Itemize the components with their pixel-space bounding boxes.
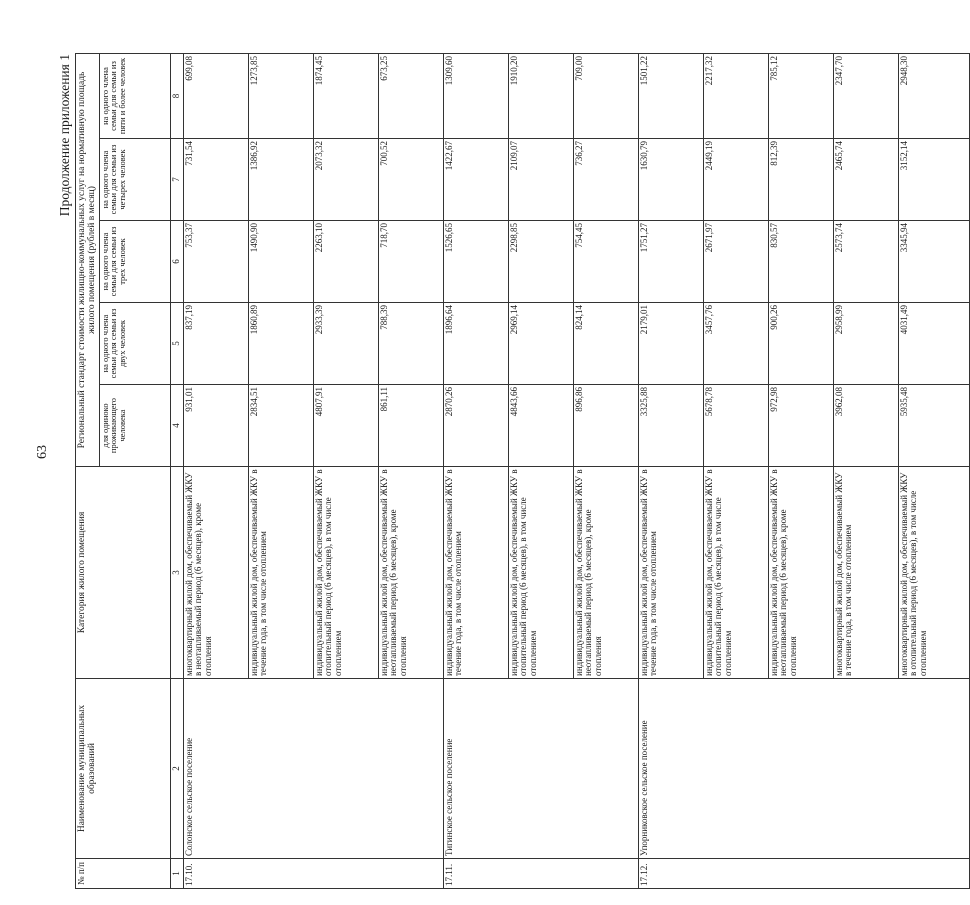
housing-category: индивидуальный жилой дом, обеспечиваемый ЖКУ в неотапливаемый период (6 месяцев), кроме отопления bbox=[378, 467, 443, 679]
value-family-5: 2347,70 bbox=[833, 53, 898, 138]
subheader-single: для одиноко проживающего человека bbox=[99, 385, 170, 467]
housing-category: индивидуальный жилой дом, обеспечиваемый ЖКУ в неотапливаемый период (6 месяцев), кроме отопления bbox=[573, 467, 638, 679]
housing-category: многоквартирный жилой дом, обеспечиваемый ЖКУ в неотапливаемый период (6 месяцев), кроме отопления bbox=[183, 467, 248, 679]
housing-category: индивидуальный жилой дом, обеспечиваемый ЖКУ в отопительный период (6 месяцев), в том числе отоплением bbox=[703, 467, 768, 679]
value-family-5: 1273,85 bbox=[248, 53, 313, 138]
value-family-2: 2933,39 bbox=[313, 303, 378, 385]
rotated-sheet bbox=[57, 54, 928, 889]
housing-category: индивидуальный жилой дом, обеспечиваемый ЖКУ в неотапливаемый период (6 месяцев), кроме отопления bbox=[768, 467, 833, 679]
subheader-family-5: на одного члена семьи для семьи из пяти и более человек bbox=[99, 53, 170, 138]
value-single: 896,86 bbox=[573, 385, 638, 467]
value-family-3: 1526,65 bbox=[443, 221, 508, 303]
value-single: 4807,91 bbox=[313, 385, 378, 467]
cost-standard-table bbox=[75, 53, 970, 889]
header-row bbox=[76, 53, 100, 888]
value-family-4: 736,27 bbox=[573, 139, 638, 221]
housing-category: индивидуальный жилой дом, обеспечиваемый ЖКУ в отопительный период (6 месяцев), в том числе отоплением bbox=[508, 467, 573, 679]
page-number: 63 bbox=[35, 445, 50, 459]
column-number-row bbox=[170, 53, 183, 888]
value-family-4: 1386,92 bbox=[248, 139, 313, 221]
housing-category: индивидуальный жилой дом, обеспечиваемый ЖКУ в течение года, в том числе отоплением bbox=[443, 467, 508, 679]
municipality-name: Тигинское сельское поселение bbox=[443, 679, 638, 859]
housing-category: многоквартирный жилой дом, обеспечиваемый ЖКУ в отопительный период (6 месяцев), в том числе отоплением bbox=[898, 467, 969, 679]
value-family-2: 3457,76 bbox=[703, 303, 768, 385]
value-single: 3962,08 bbox=[833, 385, 898, 467]
value-family-3: 753,37 bbox=[183, 221, 248, 303]
value-family-4: 3152,14 bbox=[898, 139, 969, 221]
value-family-3: 1490,90 bbox=[248, 221, 313, 303]
municipality-name: Упорниковское сельское поселение bbox=[638, 679, 969, 859]
value-family-5: 2948,30 bbox=[898, 53, 969, 138]
housing-category: индивидуальный жилой дом, обеспечиваемый ЖКУ в течение года, в том числе отоплением bbox=[638, 467, 703, 679]
value-single: 861,11 bbox=[378, 385, 443, 467]
column-number: 8 bbox=[170, 53, 183, 138]
row-number: 17.11. bbox=[443, 859, 638, 889]
value-family-2: 2969,14 bbox=[508, 303, 573, 385]
value-single: 3325,88 bbox=[638, 385, 703, 467]
value-family-5: 709,00 bbox=[573, 53, 638, 138]
value-family-2: 837,19 bbox=[183, 303, 248, 385]
value-family-3: 2263,10 bbox=[313, 221, 378, 303]
value-family-2: 2179,01 bbox=[638, 303, 703, 385]
value-family-4: 2465,74 bbox=[833, 139, 898, 221]
table-row bbox=[183, 53, 248, 888]
value-family-4: 2449,19 bbox=[703, 139, 768, 221]
value-family-5: 1309,60 bbox=[443, 53, 508, 138]
column-number: 5 bbox=[170, 303, 183, 385]
value-family-2: 2958,99 bbox=[833, 303, 898, 385]
value-family-4: 2109,07 bbox=[508, 139, 573, 221]
value-single: 4843,66 bbox=[508, 385, 573, 467]
value-single: 5678,78 bbox=[703, 385, 768, 467]
subheader-family-3: на одного члена семьи для семьи из трех человек bbox=[99, 221, 170, 303]
value-family-5: 785,12 bbox=[768, 53, 833, 138]
value-single: 5935,48 bbox=[898, 385, 969, 467]
appendix-caption: Продолжение приложения 1 bbox=[57, 54, 72, 217]
value-family-3: 1751,27 bbox=[638, 221, 703, 303]
value-single: 931,01 bbox=[183, 385, 248, 467]
column-number: 6 bbox=[170, 221, 183, 303]
value-single: 2870,26 bbox=[443, 385, 508, 467]
housing-category: индивидуальный жилой дом, обеспечиваемый ЖКУ в течение года, в том числе отоплением bbox=[248, 467, 313, 679]
header-municipality: Наименование муниципальных образований bbox=[76, 679, 171, 859]
table-row bbox=[443, 53, 508, 888]
value-family-5: 1874,45 bbox=[313, 53, 378, 138]
value-family-3: 2573,74 bbox=[833, 221, 898, 303]
header-regional-standard: Региональный стандарт стоимости жилищно-коммунальных услуг на нормативную площадь жилого помещения (рублей в месяц) bbox=[76, 53, 100, 466]
column-number: 2 bbox=[170, 679, 183, 859]
value-family-5: 673,25 bbox=[378, 53, 443, 138]
value-family-3: 2298,85 bbox=[508, 221, 573, 303]
value-family-3: 3345,94 bbox=[898, 221, 969, 303]
value-family-2: 1860,89 bbox=[248, 303, 313, 385]
value-family-3: 830,57 bbox=[768, 221, 833, 303]
value-family-5: 1501,22 bbox=[638, 53, 703, 138]
value-family-4: 1630,79 bbox=[638, 139, 703, 221]
value-family-3: 754,45 bbox=[573, 221, 638, 303]
row-number: 17.10. bbox=[183, 859, 443, 889]
column-number: 3 bbox=[170, 467, 183, 679]
value-single: 972,98 bbox=[768, 385, 833, 467]
column-number: 1 bbox=[170, 859, 183, 889]
value-family-2: 1896,64 bbox=[443, 303, 508, 385]
value-family-5: 699,08 bbox=[183, 53, 248, 138]
value-family-4: 2073,32 bbox=[313, 139, 378, 221]
value-family-2: 824,14 bbox=[573, 303, 638, 385]
value-single: 2834,51 bbox=[248, 385, 313, 467]
value-family-4: 731,54 bbox=[183, 139, 248, 221]
column-number: 4 bbox=[170, 385, 183, 467]
municipality-name: Солонское сельское поселение bbox=[183, 679, 443, 859]
value-family-4: 812,39 bbox=[768, 139, 833, 221]
subheader-family-2: на одного члена семьи для семьи из двух человек bbox=[99, 303, 170, 385]
value-family-2: 788,39 bbox=[378, 303, 443, 385]
table-row bbox=[638, 53, 703, 888]
value-family-2: 4031,49 bbox=[898, 303, 969, 385]
header-number: № п/п bbox=[76, 859, 171, 889]
housing-category: многоквартирный жилой дом, обеспечиваемый ЖКУ в течение года, в том числе отоплением bbox=[833, 467, 898, 679]
value-family-3: 718,70 bbox=[378, 221, 443, 303]
value-family-2: 900,26 bbox=[768, 303, 833, 385]
value-family-5: 2217,32 bbox=[703, 53, 768, 138]
header-category: Категория жилого помещения bbox=[76, 467, 171, 679]
subheader-family-4: на одного члена семьи для семьи из четырех человек bbox=[99, 139, 170, 221]
housing-category: индивидуальный жилой дом, обеспечиваемый ЖКУ в отопительный период (6 месяцев), в том числе отоплением bbox=[313, 467, 378, 679]
value-family-4: 1422,67 bbox=[443, 139, 508, 221]
value-family-4: 700,52 bbox=[378, 139, 443, 221]
row-number: 17.12. bbox=[638, 859, 969, 889]
value-family-5: 1910,20 bbox=[508, 53, 573, 138]
column-number: 7 bbox=[170, 139, 183, 221]
value-family-3: 2671,97 bbox=[703, 221, 768, 303]
